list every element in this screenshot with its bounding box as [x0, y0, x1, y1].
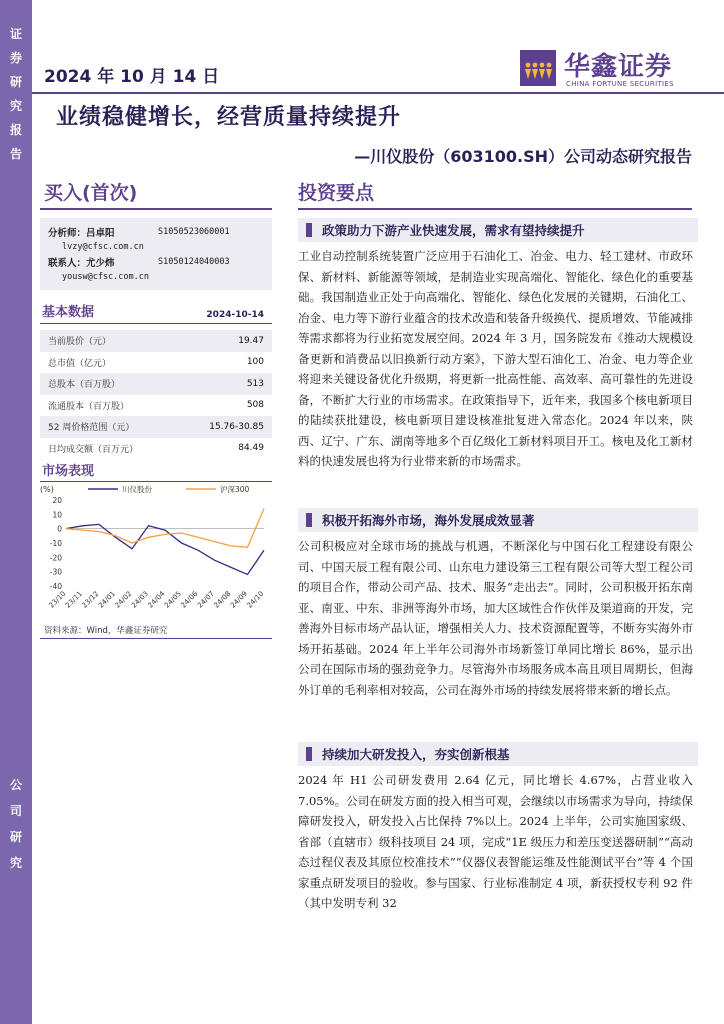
x-tick-label: 24/06 [179, 589, 200, 610]
series-line [66, 509, 264, 548]
x-tick-label: 24/02 [113, 589, 134, 610]
contact-email-link[interactable]: yousw@cfsc.com.cn [62, 271, 149, 282]
table-row: 总股本（百万股） 513 [40, 373, 272, 395]
chart-source: 资料来源：Wind，华鑫证券研究 [44, 626, 168, 636]
x-tick-label: 24/10 [245, 589, 266, 610]
market-chart [36, 482, 272, 622]
rating: 买入(首次) [44, 182, 138, 204]
y-tick-label: -10 [49, 539, 62, 548]
contact-row: 联系人：尤少炜 S1050124040003 [48, 256, 230, 269]
analyst-box [40, 218, 272, 290]
analyst-email-link[interactable]: lvzy@cfsc.com.cn [62, 241, 144, 252]
analyst-row: 分析师：吕卓阳 S1050523060001 [48, 226, 230, 239]
contact-email-row [48, 269, 266, 284]
section-marker-icon [306, 747, 312, 761]
table-row: 总市值（亿元） 100 [48, 357, 264, 369]
table-row: 当前股价（元） 19.47 [40, 330, 272, 352]
x-tick-label: 24/05 [162, 589, 183, 610]
section-marker-icon [306, 223, 312, 237]
table-row: 流通股本（百万股） 508 [48, 400, 264, 412]
chart-rule [40, 638, 272, 639]
table-row: 52 周价格范围（元） 15.76-30.85 [40, 416, 272, 438]
x-tick-label: 24/08 [212, 589, 233, 610]
x-tick-label: 23/12 [80, 589, 101, 610]
y-tick-label: 10 [52, 510, 62, 520]
basic-data-table [40, 330, 272, 459]
x-tick-label: 23/10 [47, 589, 68, 610]
table-row: 日均成交额（百万元） 84.49 [48, 443, 264, 455]
x-tick-label: 24/09 [228, 589, 249, 610]
section-title: 积极开拓海外市场，海外发展成效显著 [298, 508, 698, 532]
x-tick-label: 24/07 [195, 589, 216, 610]
basic-data-header: 基本数据 2024-10-14 [40, 304, 272, 324]
header-rule [32, 92, 724, 94]
analyst-email-row [48, 239, 266, 254]
section-marker-icon [306, 513, 312, 527]
y-tick-label: -40 [49, 582, 62, 591]
series-line [66, 524, 264, 574]
report-title: 业绩稳健增长，经营质量持续提升 [56, 105, 402, 130]
logo-mark-icon [520, 50, 556, 86]
section-body: 工业自动控制系统装置广泛应用于石油化工、冶金、电力、轻工建材、市政环保、新材料、新能源等领域，是制造业实现高端化、智能化、绿色化的重要基础。我国制造业正处于向高端化、智能化、绿色化发展的关键期，石油化工、冶金、电力等下游行业蕴含的技术改造和装备升级换代、提质增效、节能减排等需求都将为行业拓宽发展空间。2024 年 3 月，国务院发布《推动大规模设备更新和消费品以旧换新行动方案》，下游大型石油化工、冶金、电力等企业将迎来关键设备优化升级期，将更新一批高性能、高效率、高可靠性的先进设备，不断扩大行业的市场需求。在政策指导下，近年来，我国多个核电新项目的陆续获批建设，核电新项目建设核准批复进入常态化。2024 年以来，陕西、辽宁、广东、湖南等地多个百亿级化工新材料项目开工。核电及化工新材料的快速发展也将为行业带来新的市场需求。 [298, 249, 693, 468]
y-tick-label: 0 [57, 524, 62, 534]
investment-highlights-heading: 投资要点 [298, 182, 375, 204]
y-tick-label: 20 [52, 496, 62, 505]
section-body: 公司积极应对全球市场的挑战与机遇，不断深化与中国石化工程建设有限公司、中国天辰工程有限公司、山东电力建设第三工程有限公司等大型工程公司的项目合作，带动公司产品、技术、服务“走出去”。同时，公司积极开拓东南亚、南亚、中东、非洲等海外市场，加大区域性合作伙伴及渠道商的开发，完善海外目标市场产品认证，增强相关人力、技术资源配置等，不断夯实海外市场开拓基础。2024 年上半年公司海外市场新签订单同比增长 86%，显示出公司在国际市场的强劲竞争力。尽管海外市场服务成本高且项目周期长，但海外订单的毛利率相对较高，公司在海外市场的持续发展将带来新的增长点。 [298, 539, 693, 697]
market-chart-svg [36, 482, 272, 622]
sidebar-label-company: 公 司 研 究 [9, 778, 22, 870]
sidebar-label-report: 证 券 研 究 报 告 [9, 27, 22, 161]
legend-label: 沪深300 [220, 485, 250, 494]
legend-label: 川仪股份 [122, 485, 152, 494]
x-tick-label: 24/03 [129, 589, 150, 610]
right-heading-rule [298, 208, 692, 210]
y-unit-label: (%) [40, 485, 54, 494]
report-subtitle: —川仪股份（603100.SH）公司动态研究报告 [354, 147, 692, 166]
report-date: 2024 年 10 月 14 日 [44, 67, 220, 87]
market-header: 市场表现 [40, 460, 272, 482]
section-body: 2024 年 H1 公司研发费用 2.64 亿元，同比增长 4.67%，占营业收入 7.05%。公司在研发方面的投入相当可观，会继续以市场需求为导向，持续保障研发投入，研发投入占比保持 7%以上。2024 上半年，公司实施国家级、省部（直辖市）级科技项目 24 项，完成“1E 级压力和差压变送器研制”“高动态过程仪表及其原位校准技术”“仪器仪表智能运维及性能测试平台”等 4 个国家重点研发项目的验收。参与国家、行业标准制定 4 项，新获授权专利 92 件（其中发明专利 32 [298, 773, 693, 910]
section-title: 政策助力下游产业快速发展，需求有望持续提升 [298, 218, 698, 242]
y-tick-label: -30 [49, 567, 62, 577]
x-tick-label: 24/01 [96, 589, 117, 610]
section-title: 持续加大研发投入，夯实创新根基 [298, 742, 698, 766]
x-tick-label: 23/11 [63, 589, 84, 610]
x-tick-label: 24/04 [146, 589, 167, 610]
left-heading-rule [40, 208, 272, 210]
y-tick-label: -20 [49, 553, 62, 563]
